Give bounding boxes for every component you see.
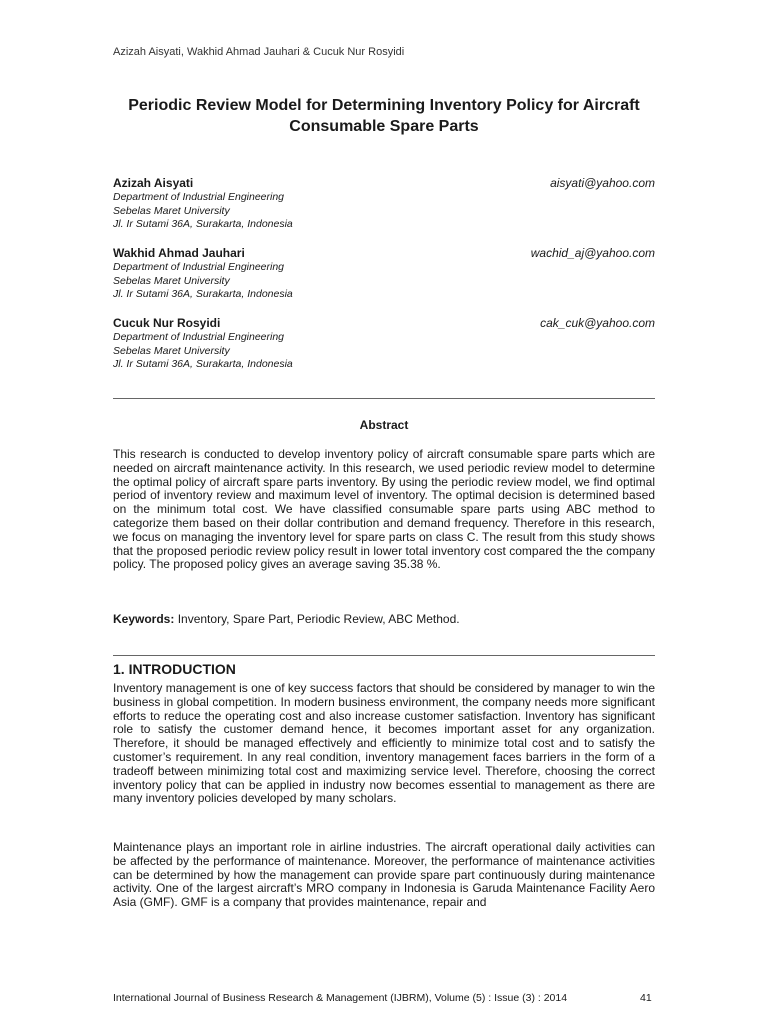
page-number: 41	[640, 992, 652, 1004]
running-head: Azizah Aisyati, Wakhid Ahmad Jauhari & Cucuk Nur Rosyidi	[113, 46, 405, 58]
abstract-top-rule	[113, 398, 655, 399]
author-name: Cucuk Nur Rosyidi	[113, 316, 221, 330]
keywords	[113, 612, 655, 626]
abstract-text: This research is conducted to develop inventory policy of aircraft consumable spare parts which are needed on aircraft maintenance activity. In this research, we used periodic review model to determine the optimal policy of aircraft spare parts inventory. By using the periodic review model, we find optimal period of inventory review and maximum level of inventory. The optimal decision is determined based on the minimum total cost. We have classified consumable spare parts using ABC method to categorize them based on their dollar contribution and demand frequency. Therefore in this research, we focus on managing the inventory level for spare parts on class C. The result from this study shows that the proposed periodic review policy result in lower total inventory cost compared the the company policy. The proposed policy gives an average saving 35.38 %.	[113, 447, 655, 572]
keywords-text: Inventory, Spare Part, Periodic Review, ABC Method.	[177, 612, 460, 626]
abstract-heading: Abstract	[359, 418, 409, 432]
author-block	[113, 176, 655, 232]
keywords-label: Keywords:	[113, 612, 175, 626]
author-email: wachid_aj@yahoo.com	[530, 246, 655, 260]
section-heading-introduction: 1. INTRODUCTION	[113, 661, 236, 677]
author-email: cak_cuk@yahoo.com	[540, 316, 655, 330]
author-department: Department of Industrial Engineering	[113, 261, 285, 273]
author-address: Jl. Ir Sutami 36A, Surakarta, Indonesia	[113, 218, 293, 230]
intro-paragraph: Maintenance plays an important role in airline industries. The aircraft operational daily activities can be affected by the performance of maintenance. Moreover, the performance of maintenance activities can be determined by how the management can provide spare part continuously during maintenance activity. One of the largest aircraft’s MRO company in Indonesia is Garuda Maintenance Facility Aero Asia (GMF). GMF is a company that provides maintenance, repair and	[113, 840, 655, 910]
author-email: aisyati@yahoo.com	[550, 176, 655, 190]
footer-journal: International Journal of Business Research & Management (IJBRM), Volume (5) : Issue (3) : 2014	[113, 992, 568, 1004]
author-address: Jl. Ir Sutami 36A, Surakarta, Indonesia	[113, 288, 293, 300]
author-block	[113, 246, 655, 302]
author-university: Sebelas Maret University	[113, 274, 230, 287]
author-department: Department of Industrial Engineering	[113, 331, 285, 343]
author-block	[113, 316, 655, 372]
intro-paragraph: Inventory management is one of key success factors that should be considered by manager to win the business in global competition. In modern business environment, the company needs more significant efforts to reduce the operating cost and also increase customer satisfaction. Inventory has significant role to satisfy the customer demand hence, it becomes important asset for any organization. Therefore, it should be managed effectively and efficiently to minimize total cost and to satisfy the customer’s requirement. In any real condition, inventory management faces barriers in the form of a tradeoff between minimizing total cost and maximizing service level. Therefore, choosing the correct inventory policy that can be applied in industry now becomes essential to management as there are many inventory policies developed by many scholars.	[113, 681, 655, 806]
abstract-bottom-rule	[113, 655, 655, 656]
author-address: Jl. Ir Sutami 36A, Surakarta, Indonesia	[113, 358, 293, 370]
author-name: Azizah Aisyati	[113, 176, 194, 190]
author-department: Department of Industrial Engineering	[113, 191, 285, 203]
author-university: Sebelas Maret University	[113, 204, 230, 217]
paper-title: Periodic Review Model for Determining Inventory Policy for Aircraft Consumable Spare Parts	[128, 97, 640, 135]
author-name: Wakhid Ahmad Jauhari	[113, 246, 245, 260]
author-university: Sebelas Maret University	[113, 344, 230, 357]
